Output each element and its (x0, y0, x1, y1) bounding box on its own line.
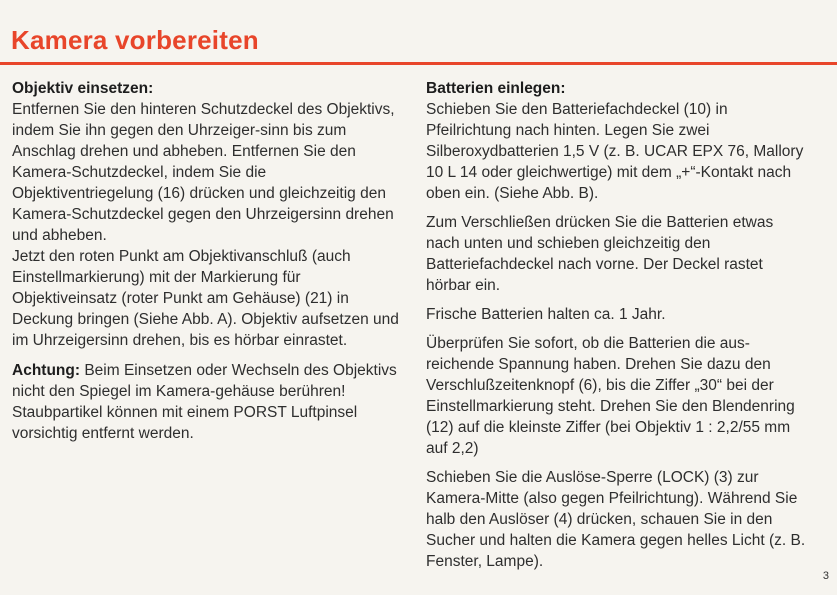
page-title: Kamera vorbereiten (11, 25, 259, 55)
battery-paragraph-4: Überprüfen Sie sofort, ob die Batterien die aus-reichende Spannung haben. Drehen Sie dazu den Verschlußzeitenknopf (6), bis die Ziffer „30“ bei der Einstellmarkierung steht. Drehen Sie den Blendenring (12) auf die kleinste Ziffer (bei Objektiv 1 : 2,2/55 mm auf 2,2) (426, 335, 795, 457)
left-column (12, 78, 404, 444)
page-number: 3 (822, 570, 829, 582)
battery-paragraph-3: Frische Batterien halten ca. 1 Jahr. (426, 306, 666, 323)
battery-paragraph-2: Zum Verschließen drücken Sie die Batterien etwas nach unten und schieben gleichzeitig den Batteriefachdeckel nach vorne. Der Deckel rastet hörbar ein. (426, 214, 774, 294)
battery-paragraph-5: Schieben Sie die Auslöse-Sperre (LOCK) (3) zur Kamera-Mitte (also gegen Pfeilrichtung). Während Sie halb den Auslöser (4) drücken, schauen Sie in den Sucher und halten die Kamera gegen helles Licht (z. B. Fenster, Lampe). (426, 469, 806, 570)
lens-paragraph-1: Entfernen Sie den hinteren Schutzdeckel des Objektivs, indem Sie ihn gegen den Uhrzeiger-sinn bis zum Anschlag drehen und abheben. Entfernen Sie den Kamera-Schutzdeckel, indem Sie die Objektiventriegelung (16) drücken und gleichzeitig den Kamera-Schutzdeckel gegen den Uhrzeigersinn drehen und abheben. (12, 101, 395, 244)
right-column (426, 78, 811, 572)
section-heading-lens: Objektiv einsetzen: (12, 80, 154, 97)
caution-paragraph (12, 360, 404, 444)
title-divider (0, 62, 837, 65)
lens-paragraph-2: Jetzt den roten Punkt am Objektivanschluß (auch Einstellmarkierung) mit der Markierung für Objektiveinsatz (roter Punkt am Gehäuse) (21) in Deckung bringen (Siehe Abb. A). Objektiv aufsetzen und im Uhrzeigersinn drehen, bis es hörbar einrastet. (12, 248, 399, 349)
caution-label: Achtung: (12, 362, 81, 379)
caution-text: Beim Einsetzen oder Wechseln des Objektivs nicht den Spiegel im Kamera-gehäuse berühren! Staubpartikel können mit einem PORST Luftpinsel vorsichtig entfernt werden. (12, 362, 397, 442)
section-heading-battery: Batterien einlegen: (426, 80, 566, 97)
battery-paragraph-1: Schieben Sie den Batteriefachdeckel (10) in Pfeilrichtung nach hinten. Legen Sie zwei Silberoxydbatterien 1,5 V (z. B. UCAR EPX 76, Mallory 10 L 14 oder gleichwertige) mit dem „+“-Kontakt nach oben ein. (Siehe Abb. B). (426, 101, 804, 202)
